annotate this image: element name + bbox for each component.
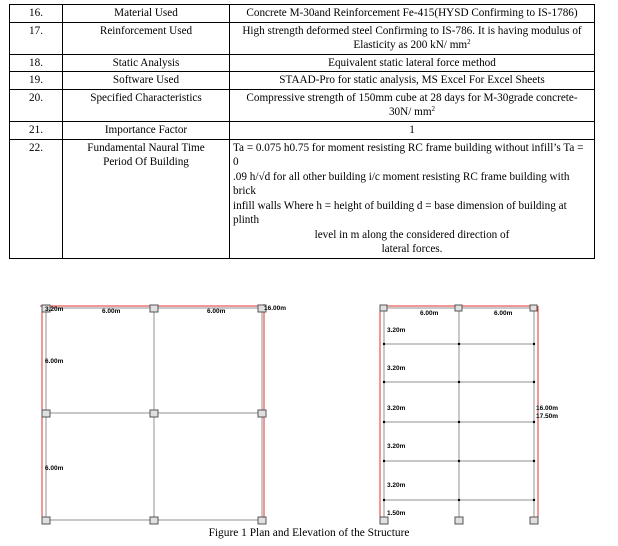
row-number: 16. [10, 5, 63, 23]
value-line: Elasticity as 200 kN/ mm [353, 39, 468, 52]
support-icon [258, 517, 266, 524]
elevation-view [380, 305, 558, 524]
figure-caption: Figure 1 Plan and Elevation of the Structure [208, 527, 410, 539]
param-line: Fundamental Naural Time [87, 141, 205, 154]
row-number: 20. [10, 89, 63, 121]
storey-height-label: 3.20m [387, 405, 406, 412]
elevation-dim-label: 6.00m [420, 310, 439, 317]
superscript: 2 [467, 38, 471, 47]
node [383, 381, 385, 383]
storey-height-label: 3.20m [387, 482, 406, 489]
value-line: 30N/ mm [388, 106, 432, 119]
support-icon [455, 517, 463, 524]
support-icon [258, 410, 266, 417]
storey-height-label: 3.20m [387, 327, 406, 334]
storey-height-label: 3.20m [387, 443, 406, 450]
plan-dim-label: 6.00m [45, 465, 64, 472]
row-number: 17. [10, 22, 63, 54]
value-line: Ta = 0.075 h0.75 for moment resisting RC frame building without infill’s Ta = 0 [233, 141, 584, 169]
support-icon [150, 410, 158, 417]
param-line: Period Of Building [103, 156, 189, 169]
node [458, 343, 460, 345]
plan-dim-label: 6.00m [45, 358, 64, 365]
parameter-cell: Software Used [63, 72, 230, 90]
value-cell: Concrete M-30and Reinforcement Fe-415(HYSD Confirming to IS-1786) [230, 5, 595, 23]
plan-dim-label: 6.00m [102, 308, 121, 315]
node [458, 381, 460, 383]
plan-view [40, 304, 286, 524]
row-number: 21. [10, 121, 63, 139]
plan-dim-label: 16.00m [264, 305, 287, 312]
row-number: 18. [10, 54, 63, 72]
node [533, 421, 535, 423]
total-height-label: 17.50m [536, 413, 559, 420]
support-icon [530, 305, 537, 311]
support-icon [42, 410, 50, 417]
value-line: Compressive strength of 150mm cube at 28 days for M-30grade concrete- [246, 91, 578, 104]
node [533, 499, 535, 501]
plan-dim-label: 3.20m [45, 306, 64, 313]
value-line: High strength deformed steel Confirming to IS-786. It is having modulus of [242, 24, 582, 37]
value-line: infill walls Where h = height of building d = base dimension of building at plinth [233, 199, 567, 227]
plinth-height-label: 1.50m [387, 510, 406, 517]
parameter-cell: Material Used [63, 5, 230, 23]
superscript: 2 [431, 105, 436, 114]
elevation-frame [384, 308, 534, 520]
value-cell: 1 [230, 121, 595, 139]
elevation-dim-label: 6.00m [494, 310, 513, 317]
node [533, 381, 535, 383]
support-icon [150, 517, 158, 524]
node [383, 499, 385, 501]
support-icon [380, 517, 388, 524]
total-height-label: 16.00m [536, 405, 559, 412]
node [458, 421, 460, 423]
row-number: 22. [10, 139, 63, 259]
support-icon [455, 305, 462, 311]
parameter-cell: Specified Characteristics [63, 89, 230, 121]
parameter-cell: Static Analysis [63, 54, 230, 72]
support-icon [530, 517, 538, 524]
value-cell: STAAD-Pro for static analysis, MS Excel For Excel Sheets [230, 72, 595, 90]
value-line: level in m along the considered direction of [314, 228, 510, 241]
value-cell: Equivalent static lateral force method [230, 54, 595, 72]
node [458, 460, 460, 462]
support-icon [150, 305, 158, 312]
node [383, 421, 385, 423]
value-line: lateral forces. [381, 243, 443, 256]
parameter-cell: Importance Factor [63, 121, 230, 139]
support-icon [42, 517, 50, 524]
row-number: 19. [10, 72, 63, 90]
node [383, 343, 385, 345]
plan-dim-label: 6.00m [207, 308, 226, 315]
support-icon [380, 305, 387, 311]
node [533, 460, 535, 462]
node [458, 499, 460, 501]
storey-height-label: 3.20m [387, 365, 406, 372]
parameter-cell: Reinforcement Used [63, 22, 230, 54]
node [533, 343, 535, 345]
node [383, 460, 385, 462]
value-line: .09 h/√d for all other building i/c moment resisting RC frame building with brick [233, 170, 570, 198]
